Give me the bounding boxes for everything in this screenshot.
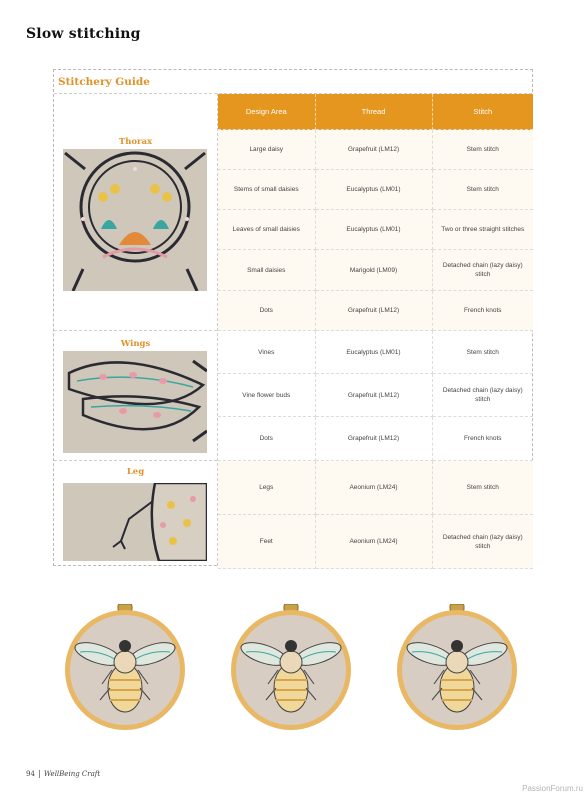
table-row <box>218 210 533 250</box>
embroidery-hoop-image <box>226 604 356 732</box>
embroidery-hoop-image <box>392 604 522 732</box>
magazine-name: WellBeing Craft <box>43 770 101 778</box>
stitch-cell: Detached chain (lazy daisy) stitch <box>432 374 533 417</box>
design-area-cell: Large daisy <box>218 130 315 170</box>
table-row <box>218 291 533 331</box>
wings-embroidery-photo <box>63 351 207 453</box>
stitch-cell: Stem stitch <box>432 461 533 515</box>
table-row <box>218 461 533 515</box>
stitch-cell: Detached chain (lazy daisy) stitch <box>432 250 533 291</box>
stitch-cell: Stem stitch <box>432 331 533 374</box>
thread-cell: Grapefruit (LM12) <box>315 374 432 417</box>
design-area-cell: Vine flower buds <box>218 374 315 417</box>
guide-title: Stitchery Guide <box>58 76 150 88</box>
design-area-cell: Dots <box>218 291 315 331</box>
table-row <box>218 170 533 210</box>
embroidery-hoop-image <box>60 604 190 732</box>
table-row <box>218 417 533 461</box>
thorax-embroidery-photo <box>63 149 207 291</box>
thread-cell: Aeonium (LM24) <box>315 515 432 569</box>
wings-embroidery-image <box>63 351 207 453</box>
page-title: Slow stitching <box>26 26 141 42</box>
divider <box>54 460 217 461</box>
page-number: 94 <box>26 770 35 778</box>
table-header-row <box>218 94 533 130</box>
thread-cell: Eucalyptus (LM01) <box>315 210 432 250</box>
thread-cell: Aeonium (LM24) <box>315 461 432 515</box>
divider <box>54 330 217 331</box>
divider <box>39 770 40 778</box>
stitch-table <box>218 94 533 569</box>
thread-cell: Grapefruit (LM12) <box>315 130 432 170</box>
design-area-cell: Leaves of small daisies <box>218 210 315 250</box>
stitchery-guide <box>53 69 533 566</box>
design-area-cell: Stems of small daisies <box>218 170 315 210</box>
thorax-embroidery-image <box>63 149 207 291</box>
table-row <box>218 250 533 291</box>
design-area-cell: Dots <box>218 417 315 461</box>
stitch-cell: Two or three straight stitches <box>432 210 533 250</box>
stitch-cell: Stem stitch <box>432 130 533 170</box>
stitch-cell: French knots <box>432 291 533 331</box>
watermark: PassionForum.ru <box>522 784 583 793</box>
design-area-cell: Legs <box>218 461 315 515</box>
section-label-leg: Leg <box>126 467 145 477</box>
thread-cell: Grapefruit (LM12) <box>315 417 432 461</box>
table-row <box>218 130 533 170</box>
thread-cell: Eucalyptus (LM01) <box>315 170 432 210</box>
leg-embroidery-photo <box>63 483 207 561</box>
column-header: Design Area <box>218 94 315 130</box>
section-label-thorax: Thorax <box>118 137 153 147</box>
table-row <box>218 515 533 569</box>
design-area-cell: Small daisies <box>218 250 315 291</box>
design-area-cell: Feet <box>218 515 315 569</box>
stitch-cell: Detached chain (lazy daisy) stitch <box>432 515 533 569</box>
thread-cell: Marigold (LM09) <box>315 250 432 291</box>
table-row <box>218 331 533 374</box>
design-area-cell: Vines <box>218 331 315 374</box>
column-header: Thread <box>315 94 432 130</box>
table-row <box>218 374 533 417</box>
thread-cell: Eucalyptus (LM01) <box>315 331 432 374</box>
leg-embroidery-image <box>63 483 207 561</box>
section-label-wings: Wings <box>120 339 151 349</box>
thread-cell: Grapefruit (LM12) <box>315 291 432 331</box>
column-header: Stitch <box>432 94 533 130</box>
stitch-cell: French knots <box>432 417 533 461</box>
stitch-cell: Stem stitch <box>432 170 533 210</box>
page-footer <box>26 770 100 778</box>
